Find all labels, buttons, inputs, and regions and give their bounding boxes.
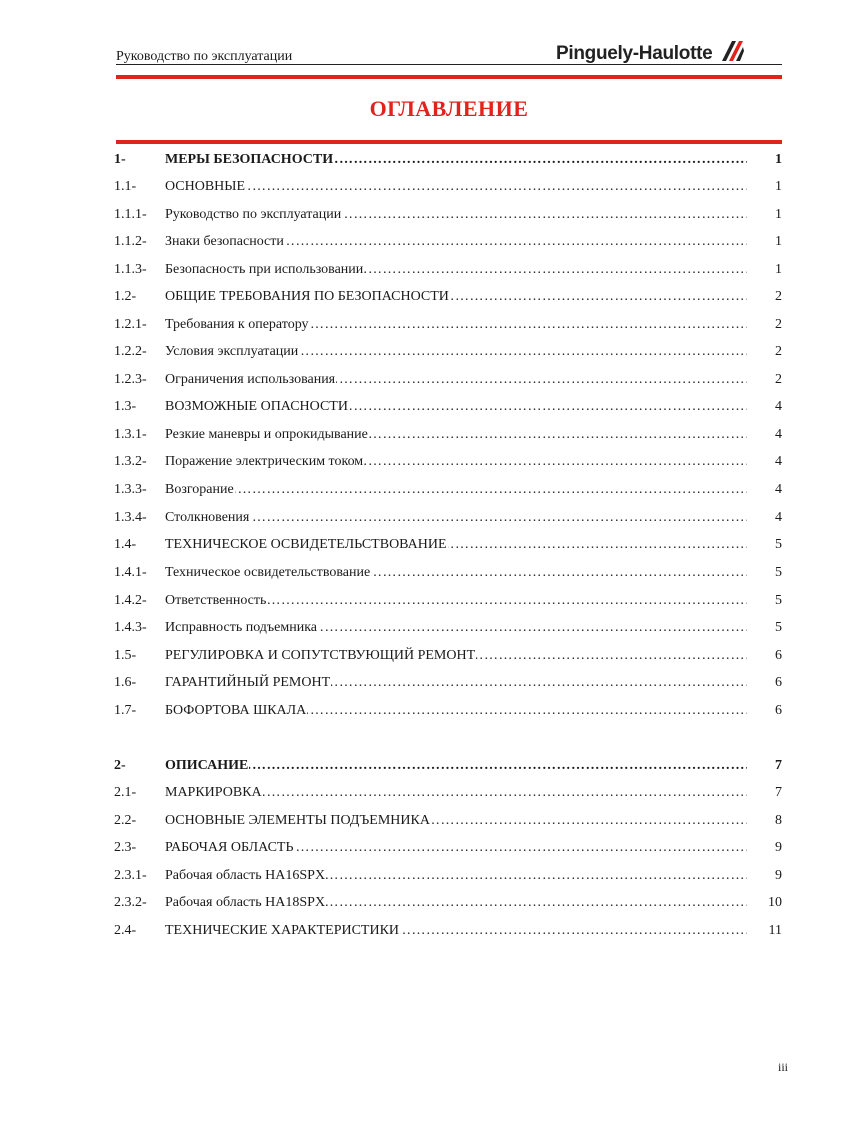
toc-section-title: Знаки безопасности xyxy=(165,234,284,249)
toc-row[interactable] xyxy=(114,838,784,858)
toc-page-number: 10 xyxy=(768,895,782,910)
toc-page-number: 1 xyxy=(775,234,782,249)
toc-section-title: ОСНОВНЫЕ ЭЛЕМЕНТЫ ПОДЪЕМНИКА xyxy=(165,813,430,828)
toc-entry xyxy=(165,866,747,886)
toc-entry xyxy=(165,783,747,803)
brand-name: Pinguely-Haulotte xyxy=(556,42,713,64)
toc-section-title: Столкновения xyxy=(165,510,250,525)
toc-section-title: ВОЗМОЖНЫЕ ОПАСНОСТИ xyxy=(165,399,348,414)
toc-section-title: Техническое освидетельствование xyxy=(165,565,371,580)
toc-entry xyxy=(165,150,747,170)
toc-page-number: 5 xyxy=(775,537,782,552)
toc-row[interactable] xyxy=(114,287,784,307)
toc-section-number: 1.1.3- xyxy=(114,262,147,277)
toc-entry xyxy=(165,673,747,693)
toc-entry xyxy=(165,177,747,197)
toc-entry xyxy=(165,701,747,721)
toc-row[interactable] xyxy=(114,480,784,500)
toc-entry xyxy=(165,452,747,472)
toc-section-title: Требования к оператору xyxy=(165,317,309,332)
toc-section-title: Исправность подъемника xyxy=(165,620,318,635)
toc-row[interactable] xyxy=(114,866,784,886)
toc-section-title: Поражение электрическим током xyxy=(165,454,364,469)
toc-row[interactable] xyxy=(114,232,784,252)
toc-row[interactable] xyxy=(114,893,784,913)
toc-entry xyxy=(165,342,747,362)
toc-row[interactable] xyxy=(114,563,784,583)
toc-section-title: ОСНОВНЫЕ xyxy=(165,179,246,194)
toc-section-title: МЕРЫ БЕЗОПАСНОСТИ xyxy=(165,152,334,167)
toc-section-number: 1.1.2- xyxy=(114,234,147,249)
toc-section-number: 1.2- xyxy=(114,289,137,304)
toc-section-number: 1.3.1- xyxy=(114,427,147,442)
toc-row[interactable] xyxy=(114,535,784,555)
toc-page-number: 2 xyxy=(775,289,782,304)
toc-section-number: 2.2- xyxy=(114,813,137,828)
toc-section-title: РАБОЧАЯ ОБЛАСТЬ xyxy=(165,840,294,855)
toc-section-title: РЕГУЛИРОВКА И СОПУТСТВУЮЩИЙ РЕМОНТ xyxy=(165,648,476,663)
toc-page-number: 6 xyxy=(775,703,782,718)
toc-entry xyxy=(165,756,747,776)
toc-section-number: 1- xyxy=(114,152,126,167)
toc-entry xyxy=(165,397,747,417)
toc-section-title: Резкие маневры и опрокидывание xyxy=(165,427,368,442)
toc-entry xyxy=(165,893,747,913)
toc-section-number: 1.3.2- xyxy=(114,454,147,469)
toc-row[interactable] xyxy=(114,342,784,362)
toc-section-title: ТЕХНИЧЕСКОЕ ОСВИДЕТЕЛЬСТВОВАНИЕ xyxy=(165,537,447,552)
toc-section-number: 1.2.3- xyxy=(114,372,147,387)
toc-entry xyxy=(165,508,747,528)
toc-page-number: 6 xyxy=(775,675,782,690)
toc-entry xyxy=(165,232,747,252)
toc-page-number: 1 xyxy=(775,207,782,222)
toc-row[interactable] xyxy=(114,508,784,528)
toc-row[interactable] xyxy=(114,397,784,417)
toc-page-number: 4 xyxy=(775,510,782,525)
toc-entry xyxy=(165,563,747,583)
toc-page-number: 5 xyxy=(775,593,782,608)
toc-entry xyxy=(165,425,747,445)
toc-row[interactable] xyxy=(114,618,784,638)
toc-row[interactable] xyxy=(114,452,784,472)
toc-section-title: Условия эксплуатации xyxy=(165,344,299,359)
page-title: ОГЛАВЛЕНИЕ xyxy=(369,96,529,121)
toc-entry xyxy=(165,535,747,555)
header-red-rule xyxy=(116,75,782,79)
toc-section-number: 1.2.1- xyxy=(114,317,147,332)
title-red-rule xyxy=(116,140,782,144)
toc-section-title: БОФОРТОВА ШКАЛА xyxy=(165,703,307,718)
toc-section-title: ОБЩИЕ ТРЕБОВАНИЯ ПО БЕЗОПАСНОСТИ xyxy=(165,289,449,304)
toc-page-number: 4 xyxy=(775,454,782,469)
toc-page-number: 1 xyxy=(775,262,782,277)
toc-section-title: Ответственность xyxy=(165,593,267,608)
toc-row[interactable] xyxy=(114,370,784,390)
toc-section-title: Руководство по эксплуатации xyxy=(165,207,342,222)
toc-row[interactable] xyxy=(114,646,784,666)
toc-page-number: 5 xyxy=(775,565,782,580)
toc-section-number: 1.7- xyxy=(114,703,137,718)
toc-row[interactable] xyxy=(114,260,784,280)
toc-page-number: 7 xyxy=(775,758,782,773)
toc-page-number: 7 xyxy=(775,785,782,800)
toc-row[interactable] xyxy=(114,315,784,335)
toc-row[interactable] xyxy=(114,811,784,831)
toc-section-number: 1.5- xyxy=(114,648,137,663)
toc-section-number: 1.4.1- xyxy=(114,565,147,580)
toc-page-number: 2 xyxy=(775,372,782,387)
toc-row[interactable] xyxy=(114,205,784,225)
toc-entry xyxy=(165,287,747,307)
toc-page-number: 11 xyxy=(768,923,782,938)
toc-page-number: 5 xyxy=(775,620,782,635)
toc-section-number: 2.1- xyxy=(114,785,137,800)
toc-section-title: Рабочая область HA16SPX xyxy=(165,868,326,883)
toc-section-number: 1.3.4- xyxy=(114,510,147,525)
header-doc-title: Руководство по эксплуатации xyxy=(116,49,293,64)
toc-section-number: 1.3- xyxy=(114,399,137,414)
toc-page-number: 2 xyxy=(775,317,782,332)
toc-entry xyxy=(165,618,747,638)
toc-section-title: Рабочая область HA18SPX xyxy=(165,895,326,910)
toc-section-title: Ограничения использования xyxy=(165,372,336,387)
toc-entry xyxy=(165,205,747,225)
toc-row[interactable] xyxy=(114,783,784,803)
toc-row[interactable] xyxy=(114,591,784,611)
toc-row[interactable] xyxy=(114,701,784,721)
toc-section-number: 1.1.1- xyxy=(114,207,147,222)
toc-section-number: 2.3.1- xyxy=(114,868,147,883)
toc-page-number: 4 xyxy=(775,482,782,497)
toc-section-number: 1.6- xyxy=(114,675,137,690)
brand xyxy=(556,40,746,67)
toc-section-number: 2.4- xyxy=(114,923,137,938)
toc-page-number: 9 xyxy=(775,868,782,883)
haulotte-slashes-logo-icon xyxy=(720,40,746,67)
toc-entry xyxy=(165,480,747,500)
toc-section-number: 1.4.2- xyxy=(114,593,147,608)
toc-section-number: 1.1- xyxy=(114,179,137,194)
toc-section-number: 2- xyxy=(114,758,126,773)
toc-section-number: 1.2.2- xyxy=(114,344,147,359)
toc-section-title: ГАРАНТИЙНЫЙ РЕМОНТ xyxy=(165,675,331,690)
toc-entry xyxy=(165,591,747,611)
toc-row[interactable] xyxy=(114,921,784,941)
toc-page-number: 4 xyxy=(775,399,782,414)
toc-entry xyxy=(165,811,747,831)
toc-page-number: 1 xyxy=(775,179,782,194)
toc-page-number: 9 xyxy=(775,840,782,855)
toc-entry xyxy=(165,838,747,858)
toc-section-title: Возгорание xyxy=(165,482,234,497)
toc-entry xyxy=(165,646,747,666)
toc-section-number: 2.3- xyxy=(114,840,137,855)
toc-section-number: 1.4.3- xyxy=(114,620,147,635)
toc-section-title: ТЕХНИЧЕСКИЕ ХАРАКТЕРИСТИКИ xyxy=(165,923,400,938)
toc-section-title: Безопасность при использовании xyxy=(165,262,364,277)
toc-row[interactable] xyxy=(114,673,784,693)
toc-row[interactable] xyxy=(114,177,784,197)
toc-section-number: 1.3.3- xyxy=(114,482,147,497)
toc-entry xyxy=(165,921,747,941)
toc-section-title: ОПИСАНИЕ xyxy=(165,758,249,773)
toc-row[interactable] xyxy=(114,150,784,170)
toc-entry xyxy=(165,370,747,390)
toc-page-number: 2 xyxy=(775,344,782,359)
toc-row[interactable] xyxy=(114,756,784,776)
toc-page-number: 8 xyxy=(775,813,782,828)
toc-page-number: 1 xyxy=(775,152,782,167)
toc-row[interactable] xyxy=(114,425,784,445)
page-number: iii xyxy=(778,1060,789,1074)
toc-entry xyxy=(165,260,747,280)
toc-section-number: 1.4- xyxy=(114,537,137,552)
toc-entry xyxy=(165,315,747,335)
toc-section-title: МАРКИРОВКА xyxy=(165,785,262,800)
toc-section-number: 2.3.2- xyxy=(114,895,147,910)
toc-page-number: 4 xyxy=(775,427,782,442)
toc-page-number: 6 xyxy=(775,648,782,663)
